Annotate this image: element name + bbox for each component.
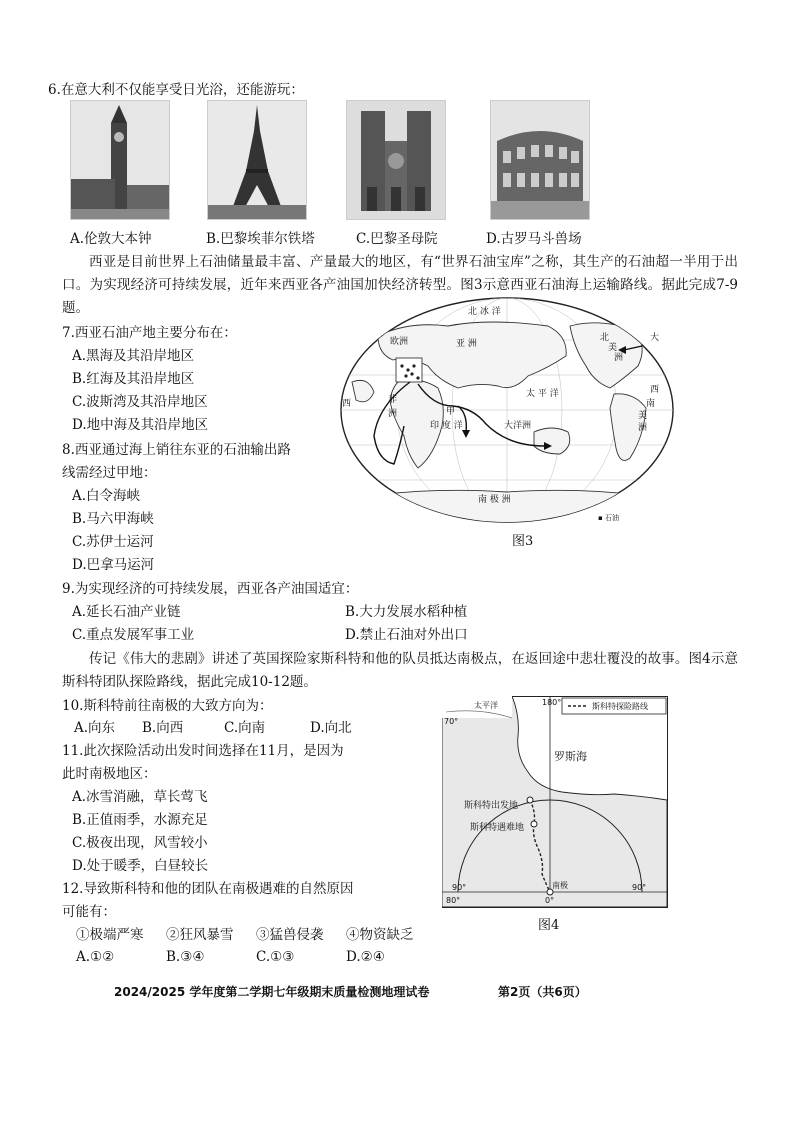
scott-start-marker (527, 797, 533, 803)
q7-option-b[interactable]: B.红海及其沿岸地区 (72, 371, 195, 387)
label-south-america-2: 洲 (638, 423, 648, 433)
passage-scott: 传记《伟大的悲剧》讲述了英国探险家斯科特和他的队员抵达南极点，在返回途中悲壮覆没的故事。图4示意斯科特团队探险路线，据此完成10-12题。 (62, 651, 738, 690)
label-north-america-3: 洲 (614, 353, 624, 363)
q7-option-d[interactable]: D.地中海及其沿岸地区 (72, 417, 209, 433)
label-africa-1: 非 (388, 395, 398, 405)
q9-option-d[interactable]: D.禁止石油对外出口 (345, 627, 468, 643)
q10-option-b[interactable]: B.向西 (142, 720, 184, 736)
q12-choice-4: ④物资缺乏 (346, 927, 414, 943)
label-ross-sea: 罗斯海 (554, 750, 587, 763)
big-ben-image (71, 101, 169, 219)
label-pacific: 太 平 洋 (526, 389, 559, 399)
q6-option-a[interactable]: A.伦敦大本钟 (70, 231, 152, 247)
label-scott-start: 斯科特出发地 (464, 801, 519, 811)
big-ben-photo (70, 100, 170, 220)
q12-option-a[interactable]: A.①② (76, 949, 115, 965)
label-lon180: 180° (542, 698, 562, 707)
label-west-2: 南 (646, 399, 656, 409)
passage-west-asia: 西亚是目前世界上石油储量最丰富、产量最大的地区，有“世界石油宝库”之称，其生产的石油超一半用于出口。为实现经济可持续发展，近年来西亚各产油国加快经济转型。图3示意西亚石油海上运输路线。据此完成7-9题。 (62, 254, 738, 316)
q8-option-a[interactable]: A.白令海峡 (72, 488, 141, 504)
q7-stem: 7.西亚石油产地主要分布在： (62, 325, 237, 341)
q6-option-d[interactable]: D.古罗马斗兽场 (486, 231, 582, 247)
q8-stem-line2: 线需经过甲地： (62, 465, 157, 481)
figure4-caption: 图4 (538, 918, 560, 933)
q11-stem-line1: 11.此次探险活动出发时间选择在11月，是因为 (62, 743, 344, 759)
q8-option-b[interactable]: B.马六甲海峡 (72, 511, 154, 527)
q12-stem-line1: 12.导致斯科特和他的团队在南极遇难的自然原因 (62, 881, 354, 897)
q6-option-b[interactable]: B.巴黎埃菲尔铁塔 (206, 231, 315, 247)
notre-dame-image (347, 101, 445, 219)
q8-stem-line1: 8.西亚通过海上销往东亚的石油输出路 (62, 442, 291, 458)
q12-option-d[interactable]: D.②④ (346, 949, 385, 965)
label-west-left: 西 (342, 399, 352, 409)
q6-option-c[interactable]: C.巴黎圣母院 (356, 231, 438, 247)
label-europe: 欧洲 (390, 337, 409, 347)
colosseum-photo (490, 100, 590, 220)
q8-option-c[interactable]: C.苏伊士运河 (72, 534, 154, 550)
eiffel-tower-photo (207, 100, 307, 220)
label-scott-death: 斯科特遇难地 (470, 823, 525, 833)
q11-option-c[interactable]: C.极夜出现，风雪较小 (72, 835, 208, 851)
q12-choice-3: ③猛兽侵袭 (256, 927, 324, 943)
scott-death-marker (531, 821, 537, 827)
q12-stem-line2: 可能有： (62, 904, 116, 920)
australia-shape (534, 428, 570, 454)
q10-option-c[interactable]: C.向南 (224, 720, 266, 736)
q6-options (70, 229, 630, 249)
q11-option-a[interactable]: A.冰雪消融，草长莺飞 (72, 789, 208, 805)
q9-option-b[interactable]: B.大力发展水稻种植 (345, 604, 468, 620)
q11-option-d[interactable]: D.处于暖季，白昼较长 (72, 858, 209, 874)
label-pacific-fig4: 太平洋 (474, 701, 498, 710)
q11-option-b[interactable]: B.正值雨季，水源充足 (72, 812, 208, 828)
label-north-america-1: 北 (600, 333, 610, 343)
q7-option-a[interactable]: A.黑海及其沿岸地区 (72, 348, 195, 364)
q9-option-c[interactable]: C.重点发展军事工业 (72, 627, 195, 643)
figure4-antarctic-map (442, 696, 668, 908)
q10-option-a[interactable]: A.向东 (74, 720, 116, 736)
label-lon90-west: 90° (452, 883, 467, 892)
q8-option-d[interactable]: D.巴拿马运河 (72, 557, 155, 573)
label-south-pole: 南极 (552, 881, 568, 890)
footer-exam-title: 2024/2025 学年度第二学期七年级期末质量检测地理试卷 (114, 985, 430, 999)
label-north-america-2: 美 (608, 343, 618, 353)
label-south-america-1: 美 (638, 411, 648, 421)
label-jia: 甲 (446, 407, 456, 417)
label-antarctica: 南 极 洲 (478, 495, 511, 505)
label-arctic-ocean: 北 冰 洋 (468, 307, 501, 317)
figure3-world-map (338, 296, 676, 528)
q10-option-d[interactable]: D.向北 (310, 720, 352, 736)
q12-choice-1: ①极端严寒 (76, 927, 144, 943)
eiffel-tower-image (208, 101, 306, 219)
label-west-1: 西 (650, 385, 660, 395)
label-lat80: 80° (446, 896, 461, 905)
q12-options (76, 947, 385, 967)
label-oceania: 大洋洲 (504, 421, 532, 431)
q12-choice-2: ②狂风暴雪 (166, 927, 234, 943)
legend-oil: ▪ 石油 (598, 514, 619, 522)
label-lon0: 0° (545, 896, 555, 905)
figure3-caption: 图3 (512, 534, 534, 549)
q6-stem: 6.在意大利不仅能享受日光浴，还能游玩： (48, 82, 304, 98)
q12-option-b[interactable]: B.③④ (166, 949, 205, 965)
q10-options (74, 718, 352, 738)
q12-choices (76, 925, 414, 945)
legend-scott-route: 斯科特探险路线 (592, 702, 648, 711)
label-asia: 亚 洲 (456, 339, 477, 349)
label-atlantic-east: 大 (650, 333, 660, 343)
colosseum-image (491, 101, 589, 219)
q9-stem: 9.为实现经济的可持续发展，西亚各产油国适宜： (62, 581, 359, 597)
q12-option-c[interactable]: C.①③ (256, 949, 295, 965)
label-lat70: 70° (444, 717, 459, 726)
label-indian-ocean: 印 度 洋 (430, 421, 463, 431)
q7-option-c[interactable]: C.波斯湾及其沿岸地区 (72, 394, 208, 410)
q10-stem: 10.斯科特前往南极的大致方向为： (62, 698, 273, 714)
footer-page-number: 第2页（共6页） (498, 985, 587, 999)
label-lon90-east: 90° (632, 883, 647, 892)
q9-option-a[interactable]: A.延长石油产业链 (72, 604, 181, 620)
q11-stem-line2: 此时南极地区： (62, 766, 157, 782)
notre-dame-photo (346, 100, 446, 220)
label-africa-2: 洲 (388, 409, 398, 419)
